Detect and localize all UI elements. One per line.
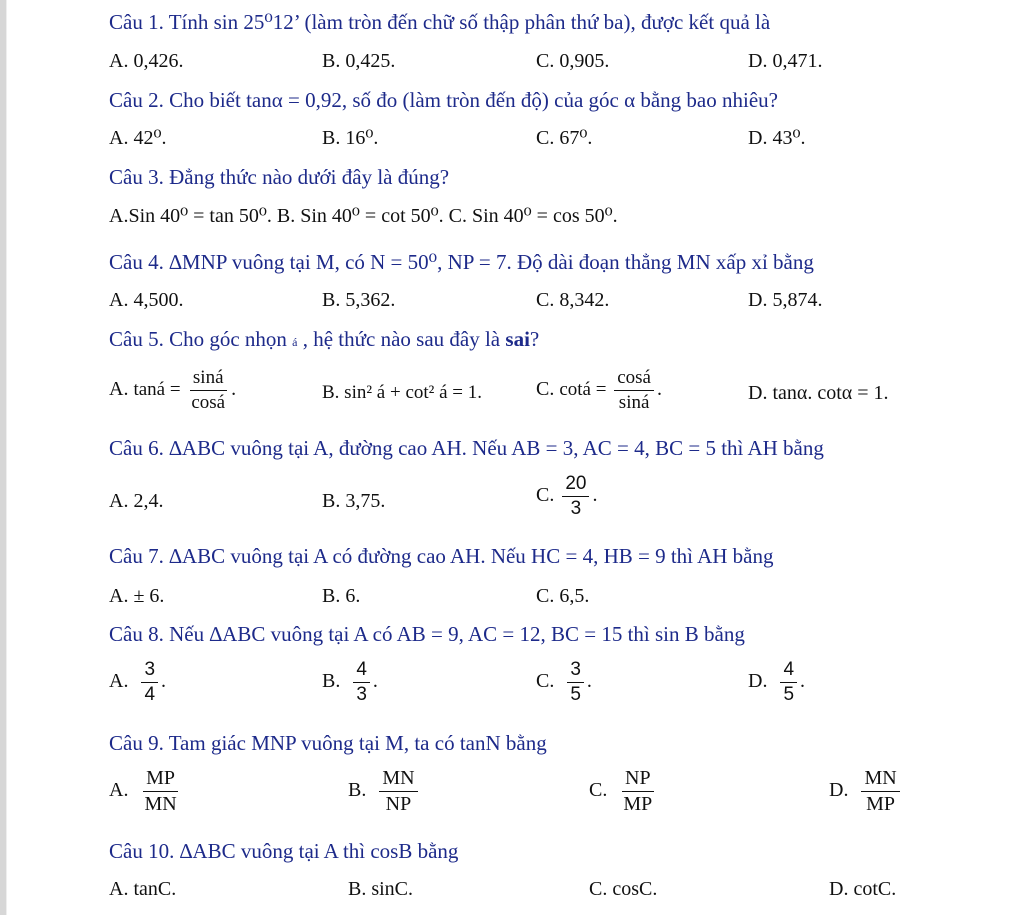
- fraction: [379, 768, 417, 815]
- numerator: 20: [562, 474, 589, 497]
- option-b: B. 16⁰.: [322, 127, 379, 149]
- option-a: A. 2,4.: [109, 490, 164, 512]
- option-a: A. 4,500.: [109, 289, 184, 311]
- option-b: B. 0,425.: [322, 50, 396, 72]
- option-b: B. sinC.: [348, 878, 414, 900]
- option-lhs: taná =: [133, 379, 186, 401]
- question-text-cont: , hệ thức nào sau đây là: [297, 327, 506, 351]
- question-6: Câu 6. ∆ABC vuông tại A, đường cao AH. Nếu AB = 3, AC = 4, BC = 5 thì AH bằng: [109, 436, 824, 460]
- numerator: MN: [861, 768, 899, 792]
- option-label: C.: [589, 779, 608, 802]
- numerator: 4: [353, 660, 370, 683]
- denominator: MN: [144, 793, 177, 815]
- fraction: [353, 660, 370, 705]
- fraction: [567, 660, 584, 705]
- question-1: Câu 1. Tính sin 25⁰12’ (làm tròn đến chữ số thập phân thứ ba), được kết quả là: [109, 10, 771, 34]
- denominator: siná: [618, 391, 650, 413]
- question-5: [109, 326, 539, 355]
- option-label: B.: [348, 779, 367, 802]
- option-c: C. 0,905.: [536, 50, 610, 72]
- option-d: D. $\frac{4}{5}$ .: [748, 659, 806, 705]
- numerator: NP: [622, 768, 654, 792]
- option-b: B. 5,362.: [322, 289, 396, 311]
- option-a: [109, 768, 183, 815]
- denominator: NP: [385, 793, 412, 815]
- option-b: [348, 768, 421, 815]
- angle-symbol: á: [292, 335, 298, 349]
- option-c: C. $\frac{3}{5}$ .: [536, 659, 592, 705]
- option-d: D. tanα. cotα = 1.: [748, 382, 889, 404]
- numerator: 3: [567, 660, 584, 683]
- question-8: Câu 8. Nếu ∆ABC vuông tại A có AB = 9, AC = 12, BC = 15 thì sin B bằng: [109, 622, 745, 646]
- numerator: siná: [190, 368, 227, 391]
- option-b: B. $\frac{4}{3}$ .: [322, 659, 378, 705]
- fraction: [188, 368, 228, 413]
- numerator: MN: [379, 768, 417, 792]
- option-label: D.: [748, 670, 768, 693]
- question-2: Câu 2. Cho biết tanα = 0,92, số đo (làm tròn đến độ) của góc α bằng bao nhiêu?: [109, 88, 778, 112]
- option-a: A. tanC.: [109, 878, 177, 900]
- option-label: B.: [322, 670, 341, 693]
- option-b: B. sin² á + cot² á = 1.: [322, 382, 482, 403]
- denominator: 4: [144, 683, 156, 705]
- question-10: Câu 10. ∆ABC vuông tại A thì cosB bằng: [109, 839, 459, 863]
- option-c: C. $\frac{20}{3}$ .: [536, 473, 598, 519]
- question-3: Câu 3. Đẳng thức nào dưới đây là đúng?: [109, 165, 450, 189]
- option-c: C. cotá = $\frac{\cos á}{\sin á}$ .: [536, 367, 662, 413]
- option-c: C. cosC.: [589, 878, 658, 900]
- option-d: D. cotC.: [829, 878, 897, 900]
- denominator: MP: [623, 793, 653, 815]
- fraction: [620, 768, 655, 815]
- option-d: D. 0,471.: [748, 50, 823, 72]
- question-text: Câu 5. Cho góc nhọn: [109, 327, 293, 351]
- options-5: [0, 368, 1024, 420]
- numerator: cosá: [614, 368, 654, 391]
- option-a: A. 42⁰.: [109, 127, 167, 149]
- options-8: [0, 660, 1024, 712]
- option-label: C.: [536, 378, 560, 401]
- option-c: [589, 768, 658, 815]
- denominator: 5: [783, 683, 795, 705]
- numerator: 3: [141, 660, 158, 683]
- denominator: MP: [866, 793, 896, 815]
- fraction: [141, 768, 179, 815]
- option-label: A.: [109, 779, 129, 802]
- fraction: [614, 368, 654, 413]
- question-4: Câu 4. ∆MNP vuông tại M, có N = 50⁰, NP = 7. Độ dài đoạn thẳng MN xấp xỉ bằng: [109, 250, 814, 274]
- numerator: 4: [780, 660, 797, 683]
- option-a: A. taná = $\frac{\sin á}{\cos á}$ .: [109, 367, 237, 413]
- question-9: Câu 9. Tam giác MNP vuông tại M, ta có tanN bằng: [109, 731, 547, 755]
- denominator: cosá: [191, 391, 226, 413]
- options-6: [0, 474, 1024, 526]
- fraction: [141, 660, 158, 705]
- option-label: D.: [829, 779, 849, 802]
- option-c: C. 6,5.: [536, 585, 590, 607]
- fraction: [562, 474, 589, 519]
- option-lhs: cotá =: [559, 379, 612, 401]
- option-a: A. ± 6.: [109, 585, 165, 607]
- fraction: [861, 768, 899, 815]
- option-b: B. 3,75.: [322, 490, 386, 512]
- emphasis-word: sai: [505, 327, 530, 351]
- option-d: [829, 768, 903, 815]
- option-c: C. 8,342.: [536, 289, 610, 311]
- denominator: 3: [570, 497, 582, 519]
- question-end: ?: [529, 327, 540, 351]
- options-9: [0, 768, 1024, 822]
- option-label: C.: [536, 670, 555, 693]
- question-7: Câu 7. ∆ABC vuông tại A có đường cao AH. Nếu HC = 4, HB = 9 thì AH bằng: [109, 544, 774, 568]
- option-d: D. 43⁰.: [748, 127, 806, 149]
- option-label: C.: [536, 484, 555, 507]
- options-line: A.Sin 40⁰ = tan 50⁰. B. Sin 40⁰ = cot 50⁰. C. Sin 40⁰ = cos 50⁰.: [109, 205, 618, 227]
- option-b: B. 6.: [322, 585, 361, 607]
- option-a: A. 0,426.: [109, 50, 184, 72]
- option-label: A.: [109, 378, 134, 401]
- option-d: D. 5,874.: [748, 289, 823, 311]
- denominator: 5: [570, 683, 581, 705]
- fraction: [780, 660, 797, 705]
- option-c: C. 67⁰.: [536, 127, 593, 149]
- option-a: A. $\frac{3}{4}$ .: [109, 659, 167, 705]
- option-label: A.: [109, 670, 129, 693]
- numerator: MP: [143, 768, 178, 792]
- denominator: 3: [356, 683, 367, 705]
